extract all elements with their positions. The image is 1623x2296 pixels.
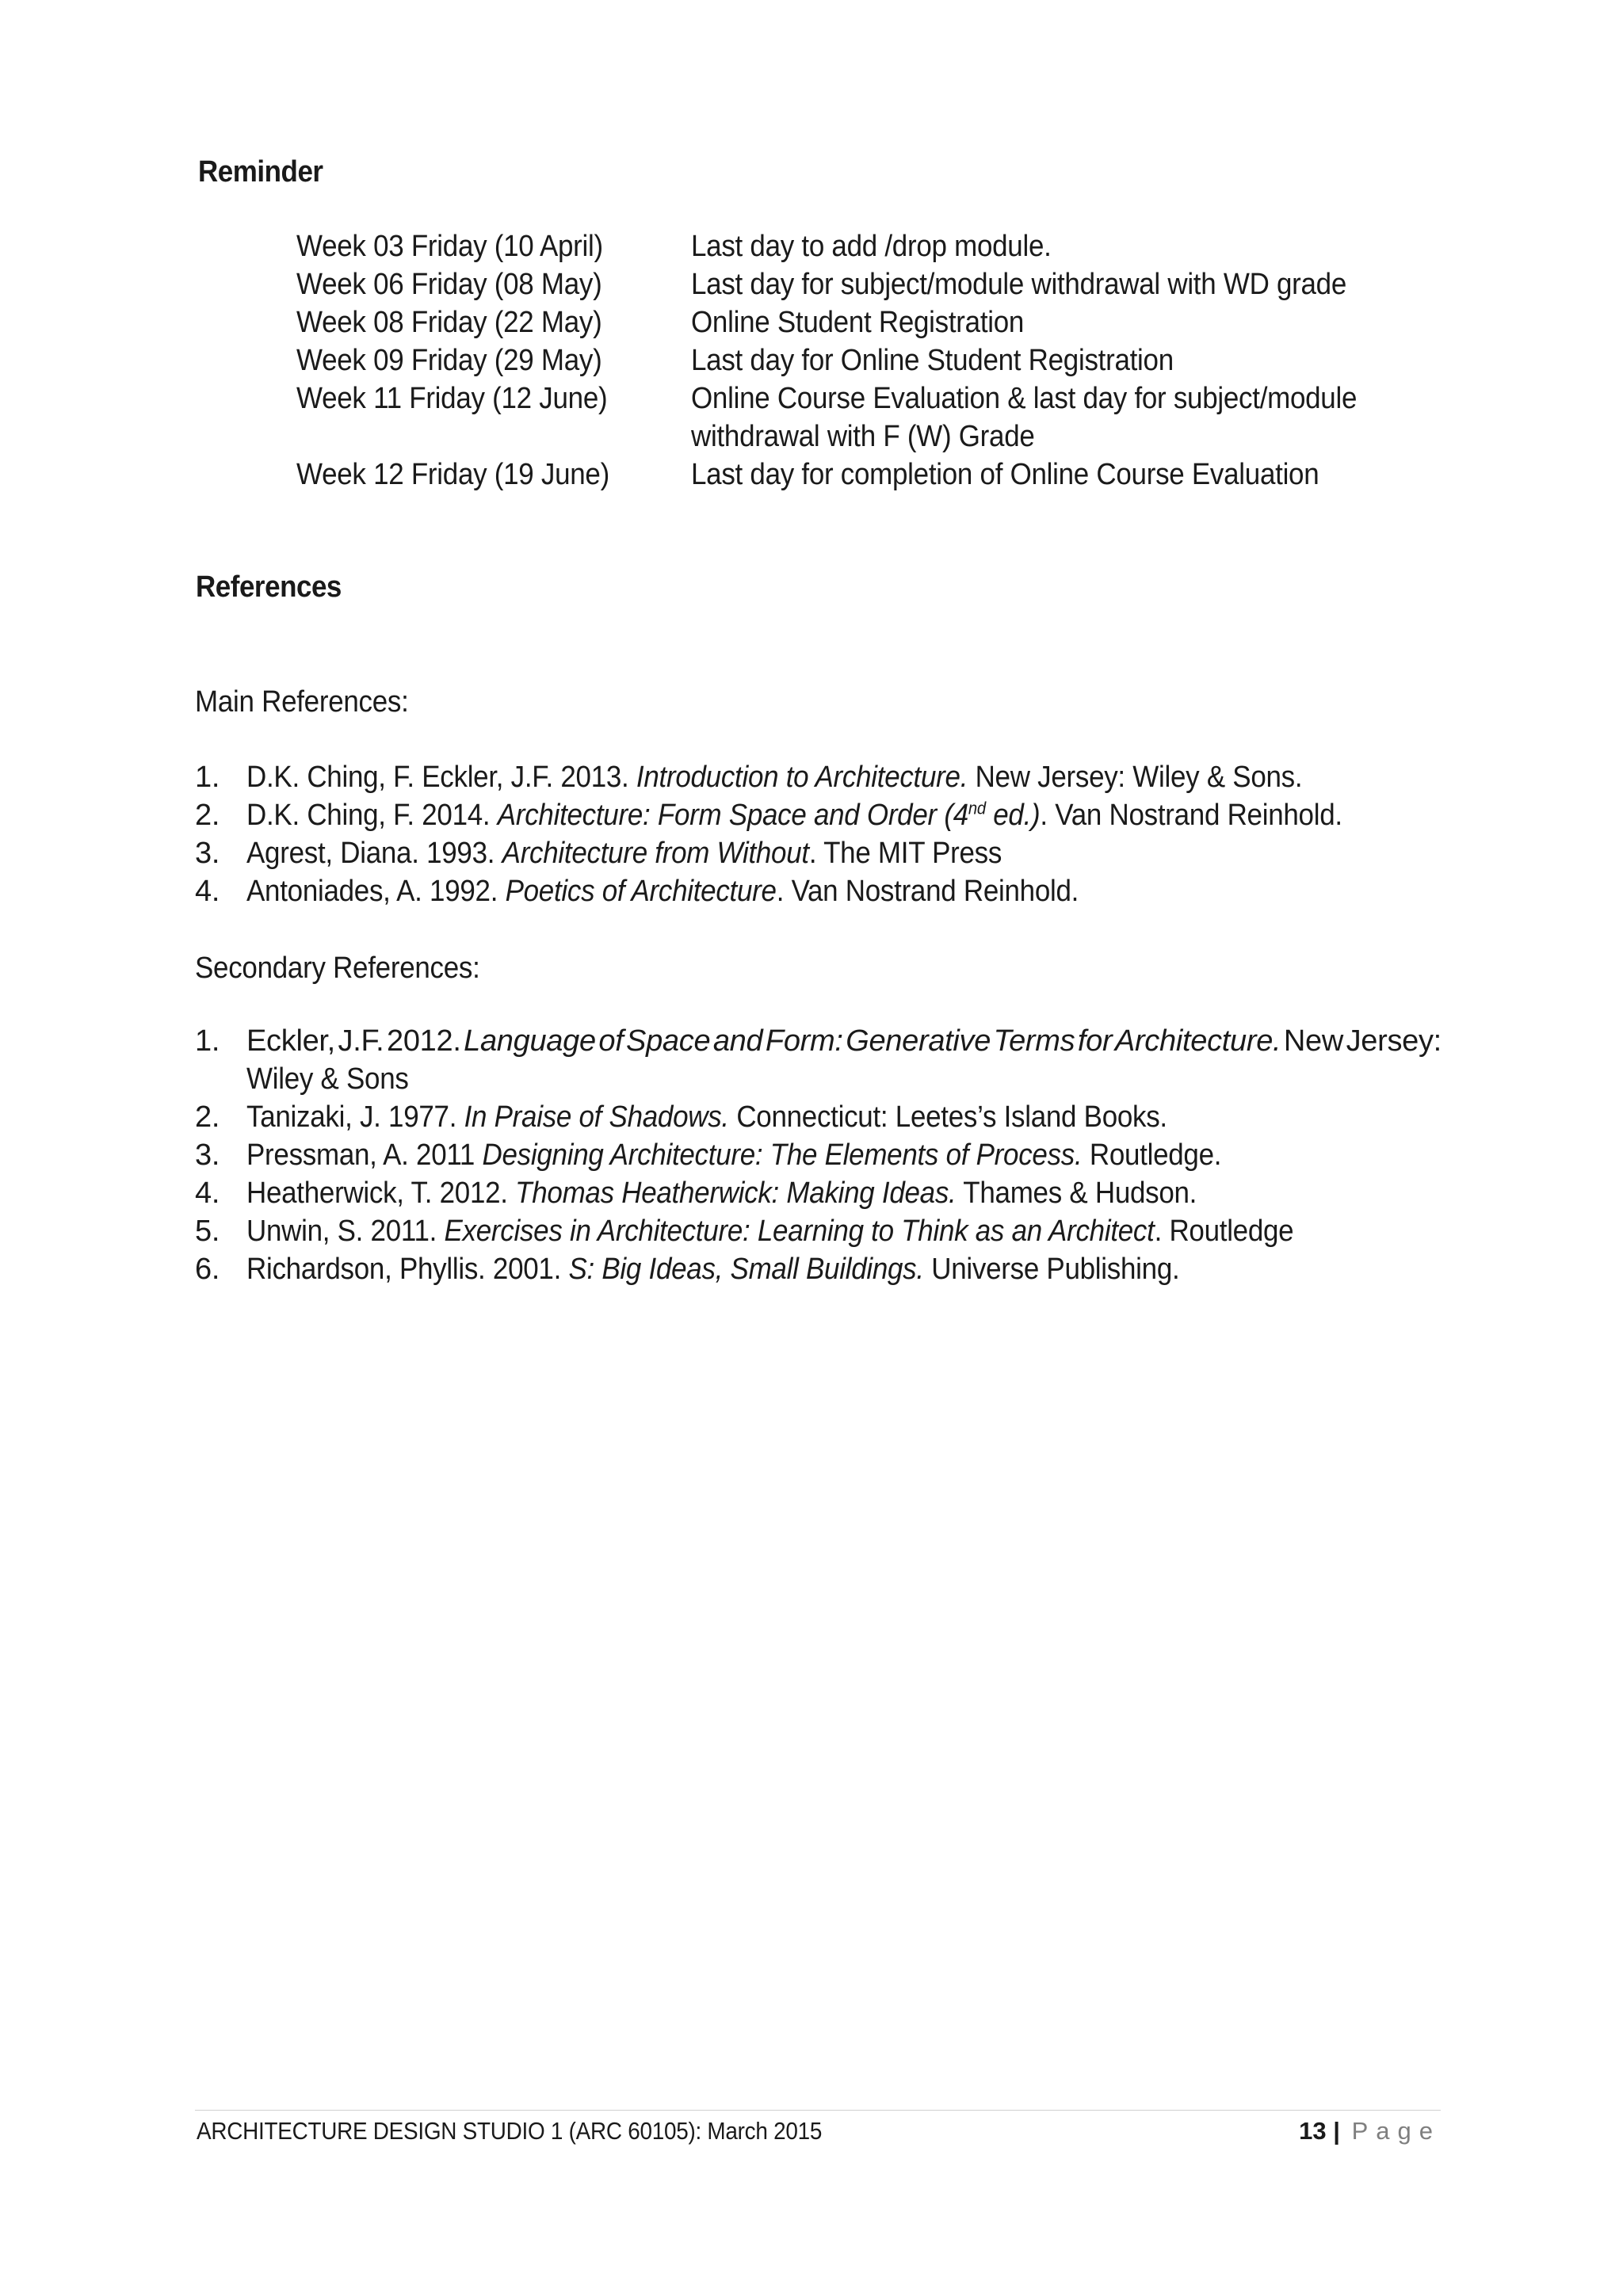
reference-title-text: Architecture from Without [502,837,809,870]
reminder-description-text: Last day for subject/module withdrawal with WD grade [691,268,1347,301]
reference-publisher: . The MIT Press [808,837,1002,870]
reference-title [502,837,809,870]
reference-item [195,758,1439,796]
reference-line [246,1022,1442,1060]
reference-number: 2. [195,1100,220,1134]
reference-text [246,872,1439,910]
reference-title [636,761,968,794]
reminder-date-text: Week 03 Friday (10 April) [296,230,603,263]
reference-text [246,1250,1439,1288]
reference-line-content [246,834,1002,872]
footer-page-indicator [1299,2117,1441,2145]
reminder-description-text: Online Student Registration [691,306,1025,339]
reference-line [246,1060,1442,1098]
reference-author: Unwin, S. 2011. [246,1215,445,1248]
reference-publisher-word: Jersey: [1346,1024,1442,1058]
reference-title-text: Exercises in Architecture: Learning to Think as an Architect [444,1215,1155,1248]
reference-title-word: for [1077,1024,1113,1058]
reference-title-word: Terms [993,1024,1075,1058]
reminder-description-line [691,265,1469,303]
reminder-description [691,303,1469,341]
reference-text [246,1174,1439,1212]
reference-title-text: Thomas Heatherwick: Making Ideas. [515,1177,957,1210]
footer-divider [195,2110,1441,2111]
reference-line-content [246,1136,1221,1174]
reference-item [195,834,1439,872]
reference-publisher-word: New [1283,1024,1343,1058]
reminder-date [296,265,691,303]
reference-author: D.K. Ching, F. 2014. [246,799,498,832]
reminder-date-text: Week 11 Friday (12 June) [296,382,608,415]
reference-title-text-cont: ed.) [985,799,1041,832]
reminder-description-line [691,341,1469,379]
reference-item [195,1250,1439,1288]
footer-course-title: ARCHITECTURE DESIGN STUDIO 1 (ARC 60105): March 2015 [197,2117,823,2145]
reminder-description-text: Last day for Online Student Registration [691,344,1174,377]
reference-author: Antoniades, A. 1992. [246,875,506,908]
reference-line [246,1136,1439,1174]
reminder-date-text: Week 09 Friday (29 May) [296,344,602,377]
reference-title-word: Space [626,1024,711,1058]
reference-line [246,1250,1439,1288]
reference-title-text: Poetics of Architecture [505,875,777,908]
reference-text [246,1098,1439,1136]
reminder-date-text: Week 12 Friday (19 June) [296,458,609,491]
reference-title-word: Form: [765,1024,843,1058]
secondary-references-label: Secondary References: [195,952,480,985]
reference-author: D.K. Ching, F. Eckler, J.F. 2013. [246,761,636,794]
reference-item [195,1212,1439,1250]
reference-title [483,1138,1083,1172]
reference-author: Richardson, Phyllis. 2001. [246,1253,569,1286]
reference-author-word: Eckler, [246,1024,335,1058]
reference-text [246,1212,1439,1250]
reference-publisher: Wiley & Sons [246,1062,409,1096]
reminder-heading: Reminder [198,155,323,189]
page-number: 13 [1299,2117,1327,2145]
reference-title-text: Architecture: Form Space and Order (4 [497,799,968,832]
reminder-description-line [691,303,1469,341]
reminder-row [296,303,1469,341]
reference-line [246,796,1439,834]
reminder-description [691,265,1469,303]
reference-publisher: . Van Nostrand Reinhold. [1040,799,1342,832]
reference-text [246,758,1439,796]
references-heading: References [196,570,342,604]
reference-line-content [246,1174,1197,1212]
reference-title-word: and [712,1024,763,1058]
reference-number: 4. [195,1177,220,1210]
reminder-description-text: Last day to add /drop module. [691,230,1052,263]
main-references-label: Main References: [195,685,409,719]
reference-line-content [246,1212,1293,1250]
reference-title [445,1215,1155,1248]
reminder-description-line [691,379,1469,418]
reminder-date-text: Week 08 Friday (22 May) [296,306,602,339]
reference-author: Pressman, A. 2011 [246,1138,483,1172]
reference-author-word: 2012. [386,1024,461,1058]
reference-title-text: S: Big Ideas, Small Buildings. [568,1253,924,1286]
reminder-date [296,303,691,341]
reference-line [246,1212,1439,1250]
footer-separator: | [1333,2117,1340,2145]
reference-number: 4. [195,875,220,908]
reference-number: 3. [195,837,220,870]
reference-item [195,796,1439,834]
main-references-list [195,758,1439,910]
reference-line-content [246,1250,1179,1288]
reference-line-content [246,796,1342,834]
reference-number: 6. [195,1253,220,1286]
reminder-description [691,456,1469,494]
reminder-row [296,456,1469,494]
reminder-description-text: Last day for completion of Online Course Evaluation [691,458,1319,491]
reminder-date [296,379,691,418]
reference-title-text: Introduction to Architecture. [636,761,968,794]
reminder-description-line [691,456,1469,494]
reference-title-word: of [598,1024,624,1058]
reference-text [246,1136,1439,1174]
reminder-description [691,341,1469,379]
reminder-description [691,379,1469,456]
reminder-date-text: Week 06 Friday (08 May) [296,268,602,301]
reminder-description [691,227,1469,265]
reference-title-word: Architecture. [1114,1024,1281,1058]
reminder-row [296,379,1469,456]
reference-publisher: . Routledge [1154,1215,1294,1248]
reference-author: Agrest, Diana. 1993. [246,837,502,870]
reference-line-content [246,1098,1167,1136]
reference-line-content [246,872,1079,910]
reference-title [506,875,777,908]
page-word: Page [1351,2117,1441,2145]
reference-title [464,1100,729,1134]
reference-title-superscript: nd [968,798,986,818]
secondary-references-list [195,1022,1442,1288]
reference-title-word: Generative [846,1024,991,1058]
reference-title [498,799,1041,832]
reference-title-text: In Praise of Shadows. [464,1100,729,1134]
reference-text [246,1022,1442,1098]
reference-line [246,758,1439,796]
reference-item [195,1136,1439,1174]
reference-line [246,1174,1439,1212]
reference-item [195,1022,1442,1098]
reference-line [246,834,1439,872]
reminder-date [296,227,691,265]
reference-number: 3. [195,1138,220,1172]
reference-text [246,796,1439,834]
reference-author-word: J.F. [338,1024,384,1058]
reminder-date [296,456,691,494]
reference-item [195,1174,1439,1212]
reference-publisher: Connecticut: Leetes’s Island Books. [728,1100,1167,1134]
reference-line-content [246,758,1302,796]
reference-publisher: . Van Nostrand Reinhold. [776,875,1079,908]
reference-number: 5. [195,1215,220,1248]
reference-number: 2. [195,799,220,832]
reminder-description-line [691,227,1469,265]
reminder-description-text: withdrawal with F (W) Grade [691,420,1035,453]
reference-item [195,872,1439,910]
reference-line [246,1098,1439,1136]
reference-publisher: Routledge. [1082,1138,1222,1172]
reference-number: 1. [195,761,220,794]
reference-title-word: Language [464,1024,596,1058]
reference-title-text: Designing Architecture: The Elements of Process. [482,1138,1083,1172]
reminder-description-text: Online Course Evaluation & last day for subject/module [691,382,1358,415]
reference-publisher: Universe Publishing. [923,1253,1180,1286]
reference-text [246,834,1439,872]
reminder-row [296,227,1469,265]
reminder-date [296,341,691,379]
reference-line [246,872,1439,910]
reference-author: Tanizaki, J. 1977. [246,1100,464,1134]
reference-number: 1. [195,1024,220,1058]
reference-publisher: Thames & Hudson. [956,1177,1197,1210]
reminder-row [296,341,1469,379]
reference-publisher: New Jersey: Wiley & Sons. [968,761,1303,794]
reminder-table [296,227,1469,494]
reminder-description-line [691,418,1469,456]
reference-author: Heatherwick, T. 2012. [246,1177,516,1210]
reference-item [195,1098,1439,1136]
reference-title [515,1177,956,1210]
reference-title [568,1253,923,1286]
reminder-row [296,265,1469,303]
